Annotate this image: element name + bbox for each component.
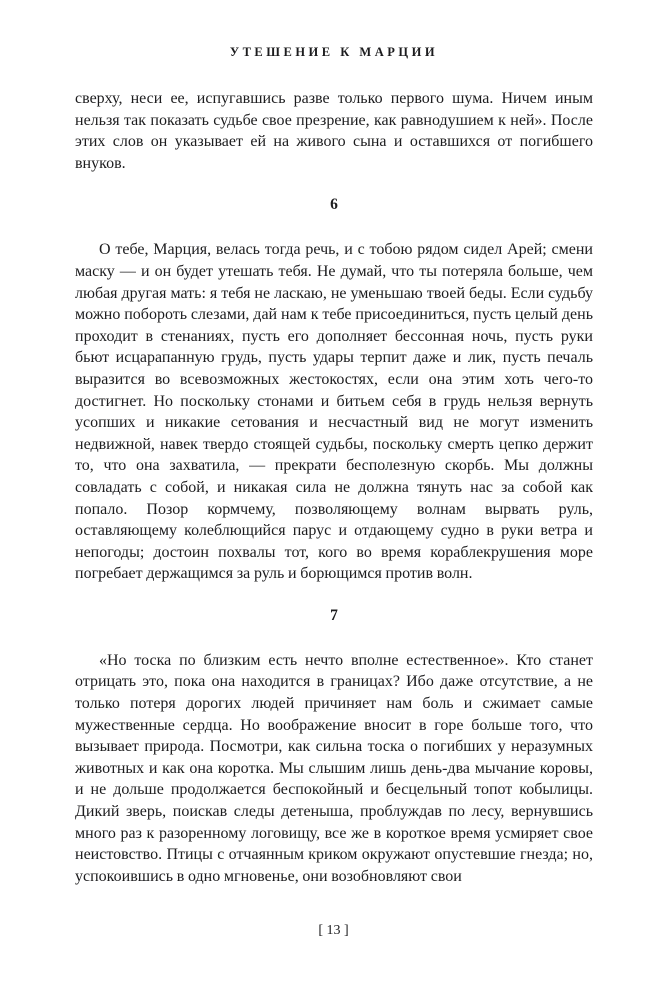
running-header: УТЕШЕНИЕ К МАРЦИИ (229, 45, 439, 59)
section-number-7: 7 (330, 606, 338, 624)
continuation-paragraph: сверху, неси ее, испугавшись разве только первого шума. Ничем иным нельзя так показать судьбе свое презрение, как равнодушием к ней». После этих слов он указывает ей на живого сына и оставшихся от погибшего внуков. (75, 90, 593, 172)
section-number-6: 6 (330, 196, 338, 214)
section-7-paragraph: «Но тоска по близким есть нечто вполне естественное». Кто станет отрицать это, пока она находится в границах? Ибо даже отсутствие, а не только потеря дорогих людей причиняет нам боль и сжимает самые мужественные сердца. Но воображение вносит в горе больше того, что вызывает природа. Посмотри, как сильна тоска о погибших у неразумных животных и как она коротка. Мы слышим лишь день-два мычание коровы, и не дольше продолжается беспокойный и бесцельный топот кобылицы. Дикий зверь, поискав следы детеныша, проблуждав по лесу, вернувшись много раз к разоренному логовищу, все же в короткое время усмиряет свое неистовство. Птицы с отчаянным криком окружают опустевшие гнезда; но, успокоившись в одно мгновенье, они возобновляют свои (75, 651, 593, 885)
text-block (75, 88, 593, 887)
page-number: [ 13 ] (318, 923, 349, 938)
section-6-paragraph: О тебе, Марция, велась тогда речь, и с тобою рядом сидел Арей; смени маску — и он будет утешать тебя. Не думай, что ты потеряла больше, чем любая другая мать: я тебя не ласкаю, не уменьшаю твоей беды. Если судьбу можно побороть слезами, дай нам к тебе присоединиться, пусть целый день проходит в стенаниях, пусть его дополняет бессонная ночь, пусть руки бьют исцарапанную грудь, пусть удары терпит даже и лик, пусть печаль выразится во всевозможных жестокостях, если она этим хоть чего-то достигнет. Но поскольку стонами и битьем себя в грудь нельзя вернуть усопших и никакие сетования и несчастный вид не могут изменить недвижной, навек твердо стоящей судьбы, поскольку смерть цепко держит то, что она захватила, — прекрати бесполезную скорбь. Мы должны совладать с собой, и никакая сила не должна тянуть нас за собой как попало. Позор кормчему, позволяющему волнам вырвать руль, оставляющему колеблющийся парус и отдающему судно в руки ветра и непогоды; достоин похвалы тот, кого во время кораблекрушения море погребает держащимся за руль и борющимся против волн. (75, 241, 593, 583)
